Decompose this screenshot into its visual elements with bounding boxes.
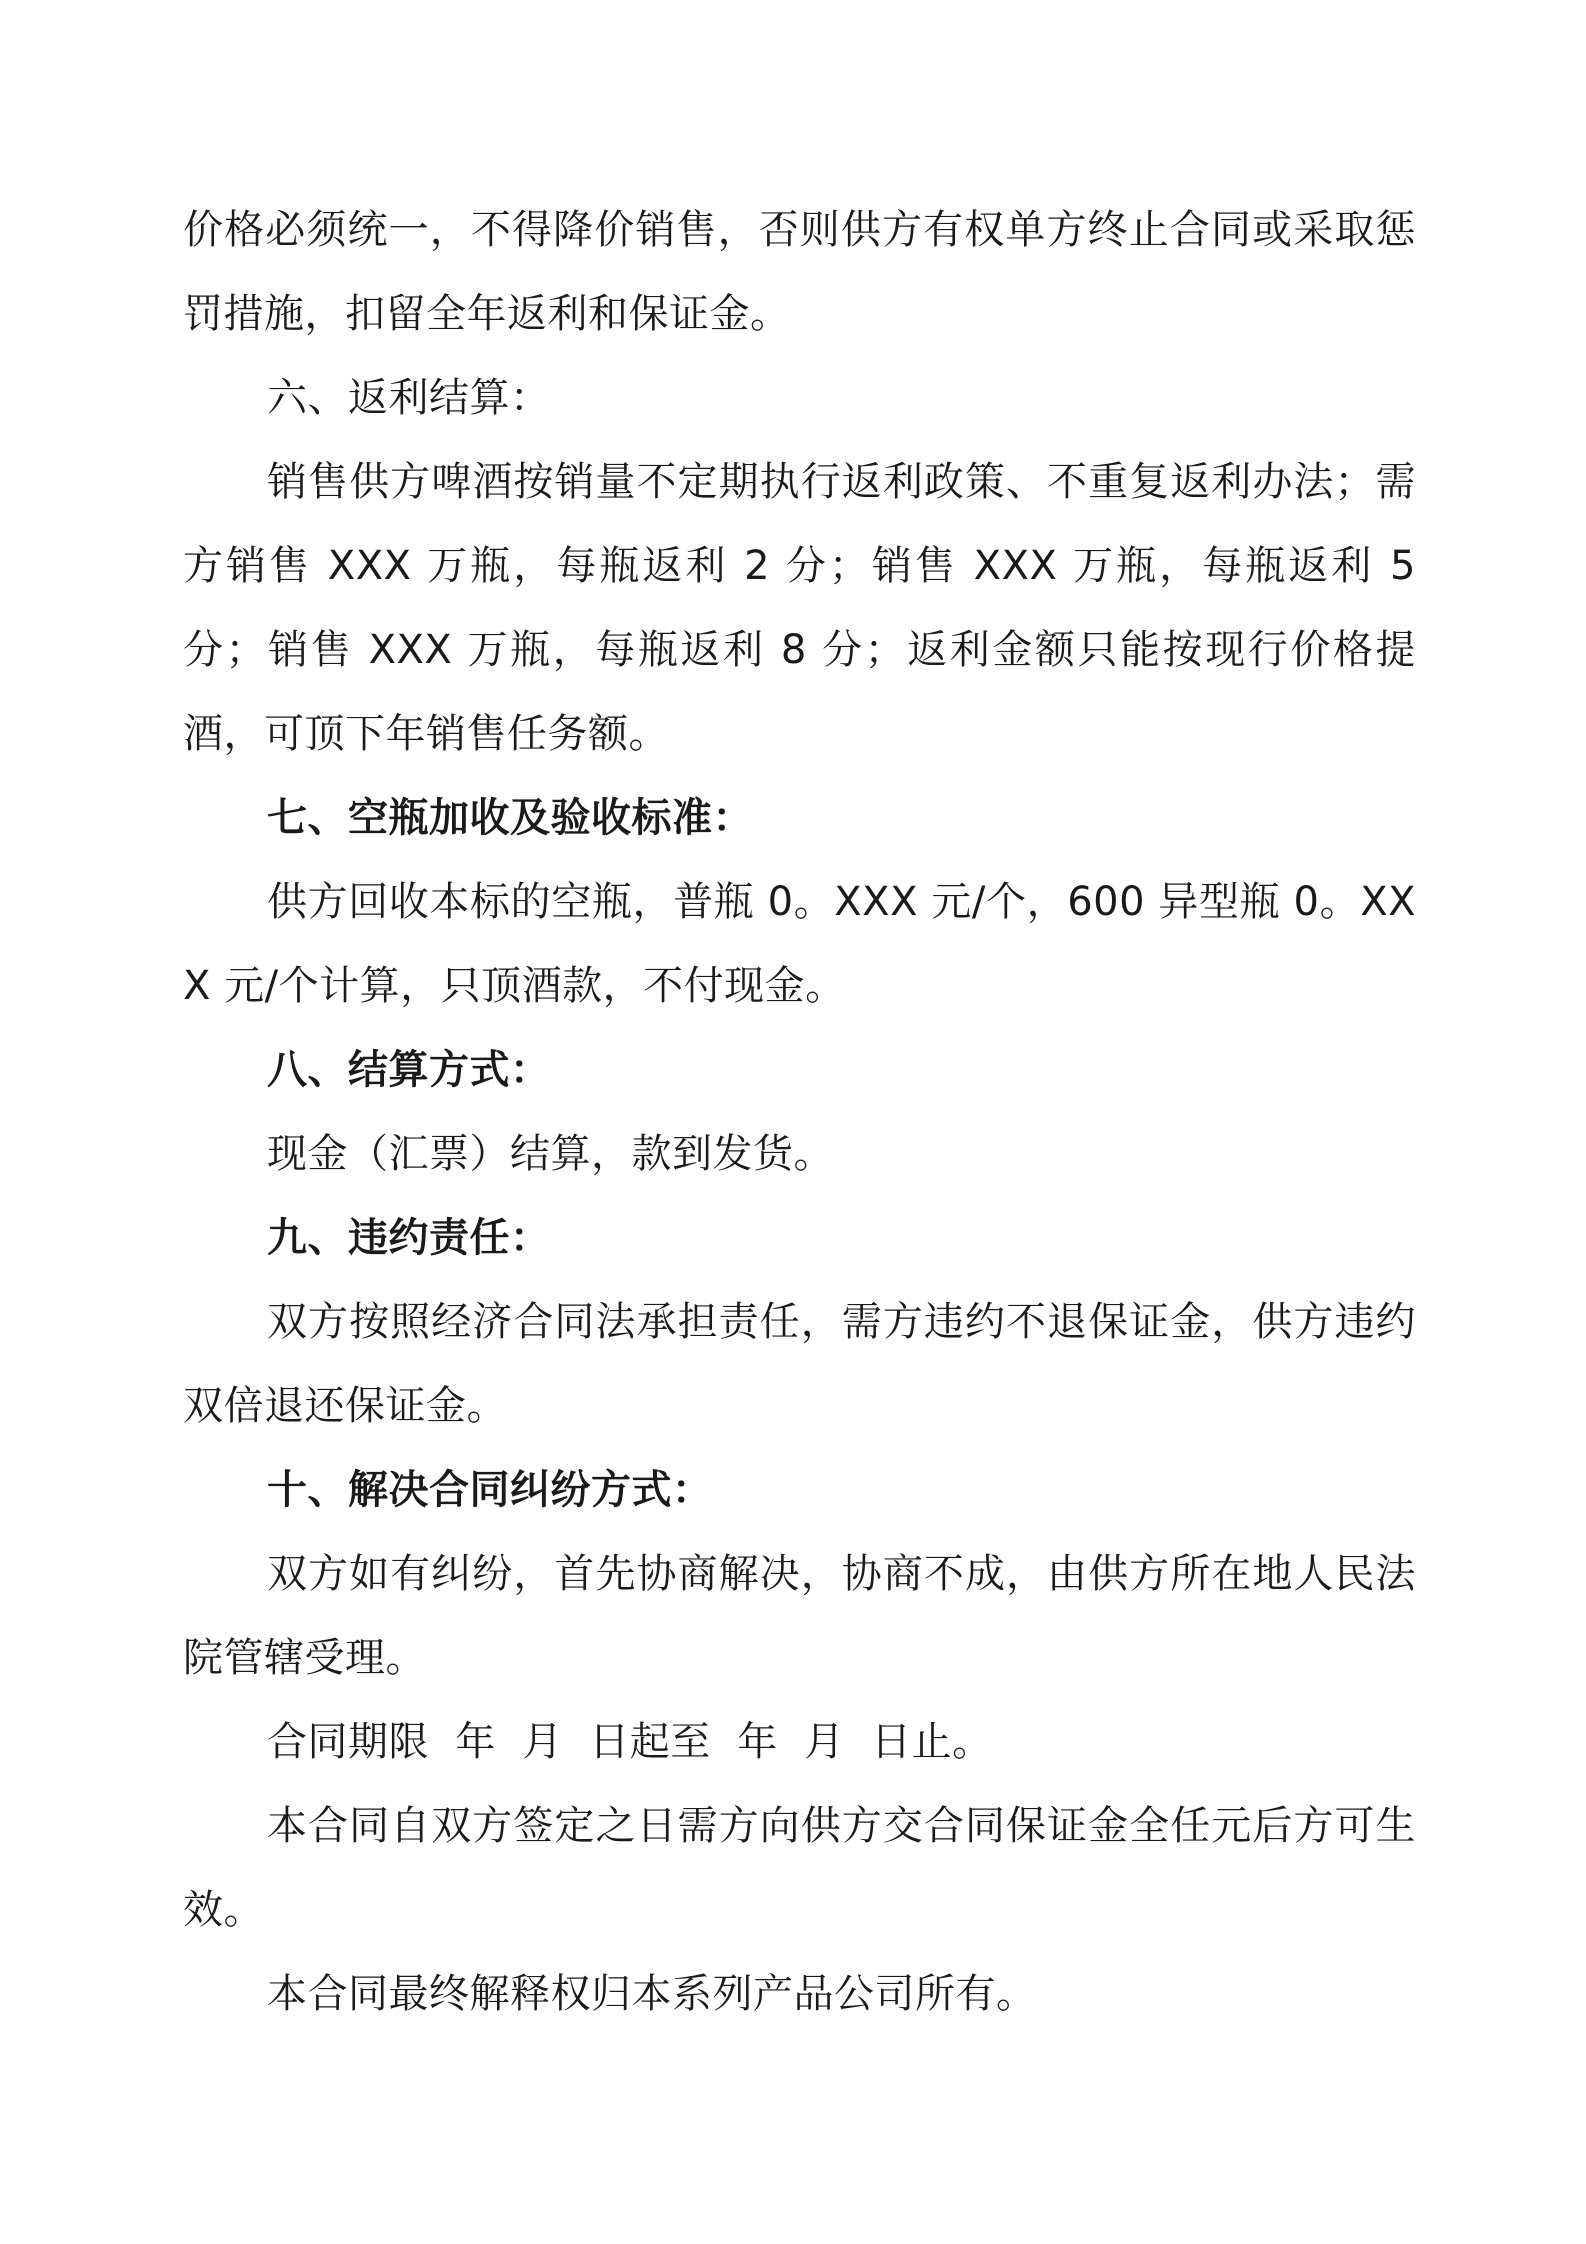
paragraph-rebate-policy: 销售供方啤酒按销量不定期执行返利政策、不重复返利办法；需方销售 XXX 万瓶，每瓶返利 2 分；销售 XXX 万瓶，每瓶返利 5 分；销售 XXX 万瓶，每瓶返利 8 分；返利金额只能按现行价格提酒，可顶下年销售任务额。: [183, 459, 1416, 757]
paragraph-breach-liability: 双方按照经济合同法承担责任，需方违约不退保证金，供方违约双倍退还保证金。: [183, 1299, 1416, 1429]
paragraph-contract-term: 合同期限 年 月 日起至 年 月 日止。: [267, 1719, 993, 1765]
heading-rebate-settlement: 六、返利结算：: [267, 375, 551, 421]
paragraph-effective-condition: 本合同自双方签定之日需方向供方交合同保证金全任元后方可生效。: [183, 1803, 1416, 1933]
paragraph-settlement-method: 现金（汇票）结算，款到发货。: [267, 1131, 834, 1177]
paragraph-empty-bottle-recycling: 供方回收本标的空瓶，普瓶 0。XXX 元/个，600 异型瓶 0。XXX 元/个计算，只顶酒款，不付现金。: [183, 879, 1416, 1009]
paragraph-interpretation-right: 本合同最终解释权归本系列产品公司所有。: [267, 1971, 1037, 2017]
paragraph-dispute-resolution: 双方如有纠纷，首先协商解决，协商不成，由供方所在地人民法院管辖受理。: [183, 1551, 1416, 1681]
heading-dispute-resolution: 十、解决合同纠纷方式：: [267, 1467, 713, 1513]
paragraph-pricing-continuation: 价格必须统一，不得降价销售，否则供方有权单方终止合同或采取惩罚措施，扣留全年返利和保证金。: [183, 207, 1416, 337]
heading-empty-bottle-standard: 七、空瓶加收及验收标准：: [267, 795, 753, 841]
heading-breach-liability: 九、违约责任：: [267, 1215, 551, 1261]
heading-settlement-method: 八、结算方式：: [267, 1047, 551, 1093]
